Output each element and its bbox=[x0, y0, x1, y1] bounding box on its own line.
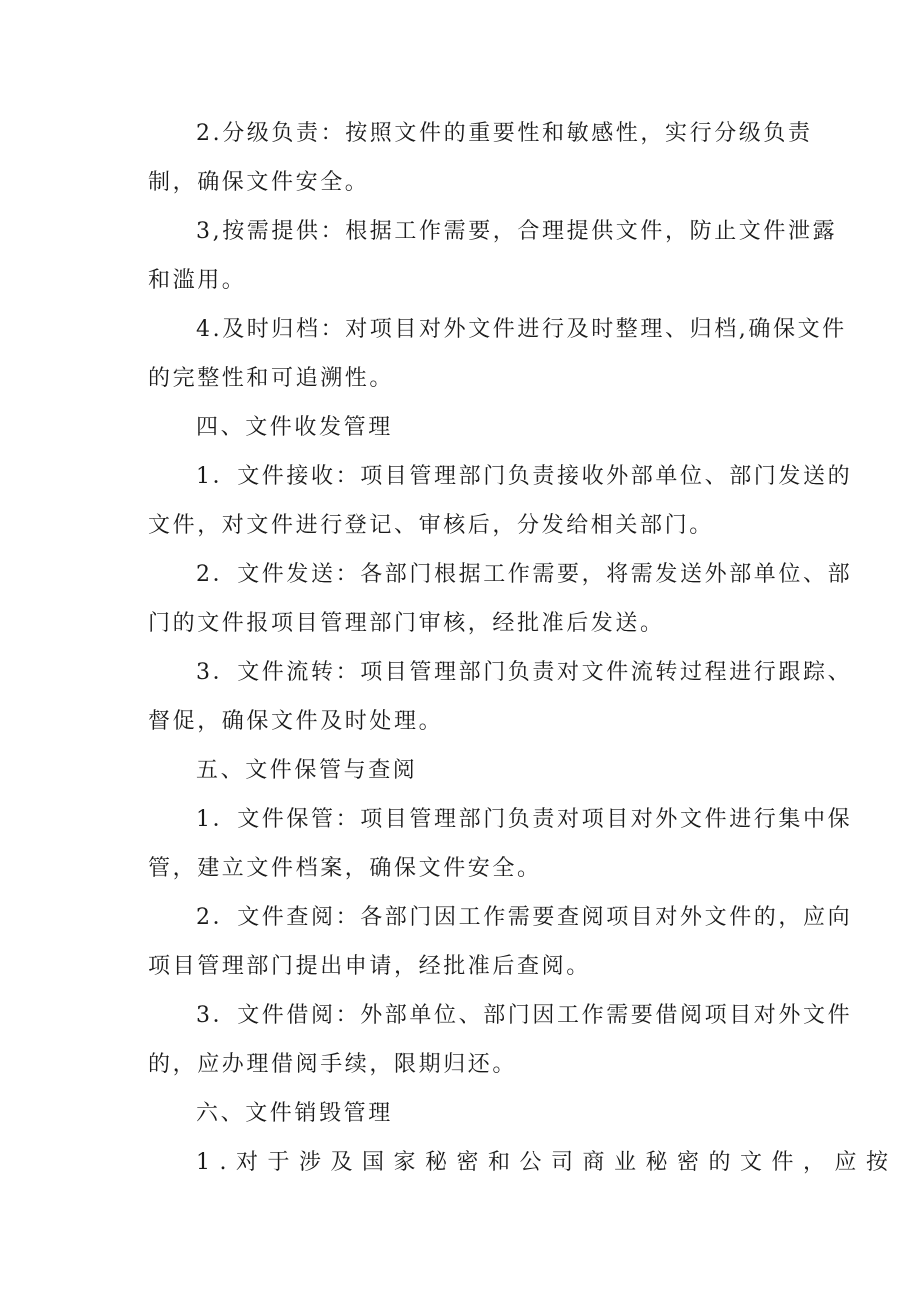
paragraph-line: 1．文件保管：项目管理部门负责对项目对外文件进行集中保 bbox=[196, 807, 853, 832]
paragraph-line: 3．文件流转：项目管理部门负责对文件流转过程进行跟踪、 bbox=[196, 660, 853, 685]
paragraph-line: 督促，确保文件及时处理。 bbox=[148, 709, 444, 734]
paragraph-line: 门的文件报项目管理部门审核，经批准后发送。 bbox=[148, 611, 665, 636]
paragraph-line: 和滥用。 bbox=[148, 268, 247, 293]
paragraph-line: 的完整性和可追溯性。 bbox=[148, 366, 395, 391]
paragraph-line: 的，应办理借阅手续，限期归还。 bbox=[148, 1052, 518, 1077]
paragraph-line: 2．文件查阅：各部门因工作需要查阅项目对外文件的，应向 bbox=[196, 905, 853, 930]
paragraph-line: 4.及时归档：对项目对外文件进行及时整理、归档,确保文件 bbox=[196, 317, 847, 342]
paragraph-line: 1.对于涉及国家秘密和公司商业秘密的文件，应按 bbox=[196, 1150, 898, 1175]
paragraph-line: 1．文件接收：项目管理部门负责接收外部单位、部门发送的 bbox=[196, 464, 853, 489]
section-heading: 四、文件收发管理 bbox=[196, 415, 393, 440]
paragraph-line: 2．文件发送：各部门根据工作需要，将需发送外部单位、部 bbox=[196, 562, 853, 587]
paragraph-line: 项目管理部门提出申请，经批准后查阅。 bbox=[148, 954, 591, 979]
paragraph-line: 管，建立文件档案，确保文件安全。 bbox=[148, 856, 542, 881]
section-heading: 六、文件销毁管理 bbox=[196, 1101, 393, 1126]
paragraph-line: 3．文件借阅：外部单位、部门因工作需要借阅项目对外文件 bbox=[196, 1003, 853, 1028]
paragraph-line: 制，确保文件安全。 bbox=[148, 170, 370, 195]
paragraph-line: 文件，对文件进行登记、审核后，分发给相关部门。 bbox=[148, 513, 714, 538]
section-heading: 五、文件保管与查阅 bbox=[196, 758, 418, 783]
paragraph-line: 3,按需提供：根据工作需要，合理提供文件，防止文件泄露 bbox=[196, 219, 838, 244]
paragraph-line: 2.分级负责：按照文件的重要性和敏感性，实行分级负责 bbox=[196, 121, 813, 146]
